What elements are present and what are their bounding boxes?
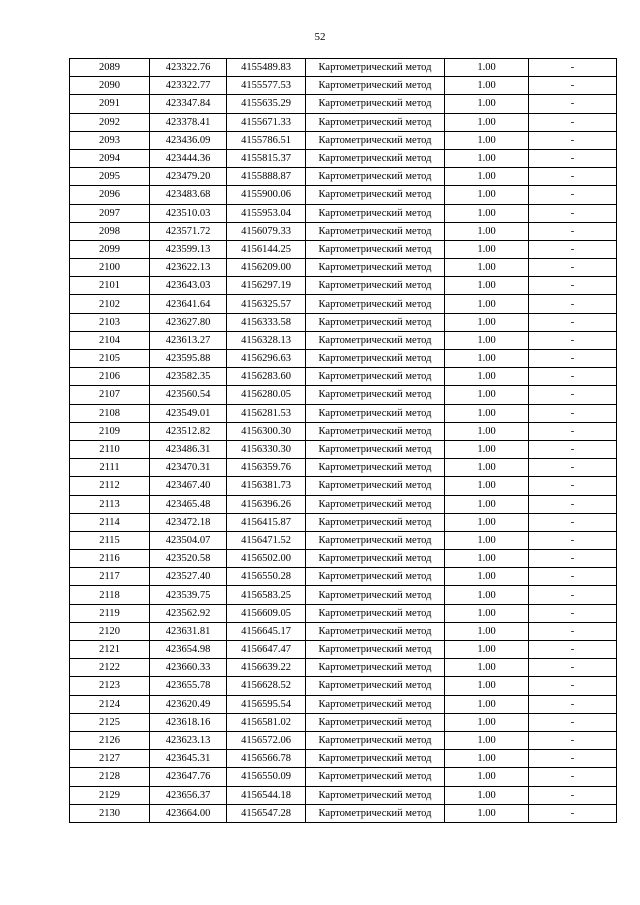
- precision-cell: 1.00: [445, 222, 529, 240]
- point-number-cell: 2099: [70, 240, 150, 258]
- point-number-cell: 2103: [70, 313, 150, 331]
- point-number-cell: 2124: [70, 695, 150, 713]
- method-cell: Картометрический метод: [306, 186, 445, 204]
- x-coordinate-cell: 423655.78: [150, 677, 227, 695]
- y-coordinate-cell: 4156300.30: [227, 422, 306, 440]
- table-row: [70, 222, 617, 240]
- x-coordinate-cell: 423620.49: [150, 695, 227, 713]
- x-coordinate-cell: 423631.81: [150, 622, 227, 640]
- table-row: [70, 422, 617, 440]
- precision-cell: 1.00: [445, 131, 529, 149]
- y-coordinate-cell: 4156396.26: [227, 495, 306, 513]
- y-coordinate-cell: 4155786.51: [227, 131, 306, 149]
- point-number-cell: 2098: [70, 222, 150, 240]
- x-coordinate-cell: 423444.36: [150, 149, 227, 167]
- method-cell: Картометрический метод: [306, 168, 445, 186]
- table-row: [70, 368, 617, 386]
- point-number-cell: 2100: [70, 259, 150, 277]
- note-cell: -: [529, 568, 617, 586]
- table-row: [70, 95, 617, 113]
- method-cell: Картометрический метод: [306, 477, 445, 495]
- method-cell: Картометрический метод: [306, 604, 445, 622]
- note-cell: -: [529, 222, 617, 240]
- method-cell: Картометрический метод: [306, 622, 445, 640]
- table-row: [70, 259, 617, 277]
- method-cell: Картометрический метод: [306, 368, 445, 386]
- point-number-cell: 2113: [70, 495, 150, 513]
- precision-cell: 1.00: [445, 586, 529, 604]
- y-coordinate-cell: 4156639.22: [227, 659, 306, 677]
- y-coordinate-cell: 4156647.47: [227, 641, 306, 659]
- method-cell: Картометрический метод: [306, 331, 445, 349]
- point-number-cell: 2094: [70, 149, 150, 167]
- note-cell: -: [529, 731, 617, 749]
- x-coordinate-cell: 423641.64: [150, 295, 227, 313]
- coordinates-table-body: [70, 59, 617, 823]
- method-cell: Картометрический метод: [306, 768, 445, 786]
- precision-cell: 1.00: [445, 550, 529, 568]
- note-cell: -: [529, 622, 617, 640]
- method-cell: Картометрический метод: [306, 568, 445, 586]
- point-number-cell: 2108: [70, 404, 150, 422]
- table-row: [70, 550, 617, 568]
- x-coordinate-cell: 423622.13: [150, 259, 227, 277]
- method-cell: Картометрический метод: [306, 713, 445, 731]
- y-coordinate-cell: 4155577.53: [227, 77, 306, 95]
- y-coordinate-cell: 4156628.52: [227, 677, 306, 695]
- note-cell: -: [529, 95, 617, 113]
- point-number-cell: 2126: [70, 731, 150, 749]
- method-cell: Картометрический метод: [306, 677, 445, 695]
- method-cell: Картометрический метод: [306, 495, 445, 513]
- y-coordinate-cell: 4156079.33: [227, 222, 306, 240]
- note-cell: -: [529, 459, 617, 477]
- method-cell: Картометрический метод: [306, 59, 445, 77]
- method-cell: Картометрический метод: [306, 95, 445, 113]
- method-cell: Картометрический метод: [306, 750, 445, 768]
- table-row: [70, 113, 617, 131]
- table-row: [70, 131, 617, 149]
- table-row: [70, 331, 617, 349]
- y-coordinate-cell: 4156296.63: [227, 350, 306, 368]
- y-coordinate-cell: 4155815.37: [227, 149, 306, 167]
- x-coordinate-cell: 423436.09: [150, 131, 227, 149]
- table-row: [70, 440, 617, 458]
- x-coordinate-cell: 423465.48: [150, 495, 227, 513]
- method-cell: Картометрический метод: [306, 386, 445, 404]
- note-cell: -: [529, 495, 617, 513]
- note-cell: -: [529, 604, 617, 622]
- y-coordinate-cell: 4156209.00: [227, 259, 306, 277]
- note-cell: -: [529, 168, 617, 186]
- y-coordinate-cell: 4156328.13: [227, 331, 306, 349]
- point-number-cell: 2097: [70, 204, 150, 222]
- y-coordinate-cell: 4156544.18: [227, 786, 306, 804]
- y-coordinate-cell: 4155900.06: [227, 186, 306, 204]
- precision-cell: 1.00: [445, 295, 529, 313]
- table-row: [70, 204, 617, 222]
- point-number-cell: 2106: [70, 368, 150, 386]
- precision-cell: 1.00: [445, 277, 529, 295]
- note-cell: -: [529, 750, 617, 768]
- note-cell: -: [529, 186, 617, 204]
- point-number-cell: 2120: [70, 622, 150, 640]
- point-number-cell: 2109: [70, 422, 150, 440]
- note-cell: -: [529, 149, 617, 167]
- y-coordinate-cell: 4156471.52: [227, 531, 306, 549]
- precision-cell: 1.00: [445, 422, 529, 440]
- x-coordinate-cell: 423599.13: [150, 240, 227, 258]
- method-cell: Картометрический метод: [306, 641, 445, 659]
- point-number-cell: 2102: [70, 295, 150, 313]
- table-row: [70, 586, 617, 604]
- precision-cell: 1.00: [445, 259, 529, 277]
- table-row: [70, 386, 617, 404]
- table-row: [70, 568, 617, 586]
- point-number-cell: 2112: [70, 477, 150, 495]
- note-cell: -: [529, 422, 617, 440]
- table-row: [70, 731, 617, 749]
- method-cell: Картометрический метод: [306, 259, 445, 277]
- point-number-cell: 2118: [70, 586, 150, 604]
- table-row: [70, 404, 617, 422]
- x-coordinate-cell: 423510.03: [150, 204, 227, 222]
- note-cell: -: [529, 331, 617, 349]
- table-row: [70, 313, 617, 331]
- coordinates-table: [69, 58, 617, 823]
- y-coordinate-cell: 4156280.05: [227, 386, 306, 404]
- x-coordinate-cell: 423520.58: [150, 550, 227, 568]
- table-row: [70, 495, 617, 513]
- precision-cell: 1.00: [445, 313, 529, 331]
- point-number-cell: 2129: [70, 786, 150, 804]
- note-cell: -: [529, 713, 617, 731]
- point-number-cell: 2096: [70, 186, 150, 204]
- point-number-cell: 2127: [70, 750, 150, 768]
- x-coordinate-cell: 423562.92: [150, 604, 227, 622]
- table-row: [70, 168, 617, 186]
- note-cell: -: [529, 59, 617, 77]
- table-row: [70, 477, 617, 495]
- x-coordinate-cell: 423470.31: [150, 459, 227, 477]
- precision-cell: 1.00: [445, 659, 529, 677]
- point-number-cell: 2116: [70, 550, 150, 568]
- method-cell: Картометрический метод: [306, 731, 445, 749]
- y-coordinate-cell: 4156572.06: [227, 731, 306, 749]
- point-number-cell: 2107: [70, 386, 150, 404]
- precision-cell: 1.00: [445, 149, 529, 167]
- method-cell: Картометрический метод: [306, 422, 445, 440]
- method-cell: Картометрический метод: [306, 459, 445, 477]
- method-cell: Картометрический метод: [306, 404, 445, 422]
- method-cell: Картометрический метод: [306, 313, 445, 331]
- page-number: 52: [314, 31, 326, 43]
- note-cell: -: [529, 240, 617, 258]
- note-cell: -: [529, 768, 617, 786]
- table-row: [70, 768, 617, 786]
- x-coordinate-cell: 423347.84: [150, 95, 227, 113]
- precision-cell: 1.00: [445, 168, 529, 186]
- y-coordinate-cell: 4156502.00: [227, 550, 306, 568]
- x-coordinate-cell: 423618.16: [150, 713, 227, 731]
- y-coordinate-cell: 4156281.53: [227, 404, 306, 422]
- x-coordinate-cell: 423486.31: [150, 440, 227, 458]
- note-cell: -: [529, 513, 617, 531]
- note-cell: -: [529, 804, 617, 822]
- point-number-cell: 2101: [70, 277, 150, 295]
- precision-cell: 1.00: [445, 513, 529, 531]
- x-coordinate-cell: 423660.33: [150, 659, 227, 677]
- precision-cell: 1.00: [445, 622, 529, 640]
- note-cell: -: [529, 531, 617, 549]
- x-coordinate-cell: 423571.72: [150, 222, 227, 240]
- precision-cell: 1.00: [445, 786, 529, 804]
- point-number-cell: 2114: [70, 513, 150, 531]
- note-cell: -: [529, 113, 617, 131]
- point-number-cell: 2093: [70, 131, 150, 149]
- method-cell: Картометрический метод: [306, 659, 445, 677]
- method-cell: Картометрический метод: [306, 149, 445, 167]
- note-cell: -: [529, 77, 617, 95]
- precision-cell: 1.00: [445, 95, 529, 113]
- note-cell: -: [529, 350, 617, 368]
- y-coordinate-cell: 4156566.78: [227, 750, 306, 768]
- point-number-cell: 2111: [70, 459, 150, 477]
- table-row: [70, 77, 617, 95]
- x-coordinate-cell: 423560.54: [150, 386, 227, 404]
- point-number-cell: 2122: [70, 659, 150, 677]
- table-row: [70, 804, 617, 822]
- point-number-cell: 2090: [70, 77, 150, 95]
- x-coordinate-cell: 423472.18: [150, 513, 227, 531]
- note-cell: -: [529, 440, 617, 458]
- y-coordinate-cell: 4156595.54: [227, 695, 306, 713]
- x-coordinate-cell: 423322.76: [150, 59, 227, 77]
- x-coordinate-cell: 423595.88: [150, 350, 227, 368]
- precision-cell: 1.00: [445, 331, 529, 349]
- table-row: [70, 604, 617, 622]
- method-cell: Картометрический метод: [306, 222, 445, 240]
- y-coordinate-cell: 4155671.33: [227, 113, 306, 131]
- method-cell: Картометрический метод: [306, 131, 445, 149]
- point-number-cell: 2091: [70, 95, 150, 113]
- point-number-cell: 2128: [70, 768, 150, 786]
- point-number-cell: 2110: [70, 440, 150, 458]
- x-coordinate-cell: 423512.82: [150, 422, 227, 440]
- precision-cell: 1.00: [445, 477, 529, 495]
- point-number-cell: 2125: [70, 713, 150, 731]
- precision-cell: 1.00: [445, 713, 529, 731]
- precision-cell: 1.00: [445, 77, 529, 95]
- method-cell: Картометрический метод: [306, 350, 445, 368]
- y-coordinate-cell: 4156297.19: [227, 277, 306, 295]
- x-coordinate-cell: 423623.13: [150, 731, 227, 749]
- method-cell: Картометрический метод: [306, 550, 445, 568]
- precision-cell: 1.00: [445, 204, 529, 222]
- method-cell: Картометрический метод: [306, 695, 445, 713]
- precision-cell: 1.00: [445, 804, 529, 822]
- x-coordinate-cell: 423483.68: [150, 186, 227, 204]
- method-cell: Картометрический метод: [306, 513, 445, 531]
- precision-cell: 1.00: [445, 404, 529, 422]
- note-cell: -: [529, 404, 617, 422]
- y-coordinate-cell: 4156550.09: [227, 768, 306, 786]
- point-number-cell: 2089: [70, 59, 150, 77]
- precision-cell: 1.00: [445, 677, 529, 695]
- method-cell: Картометрический метод: [306, 240, 445, 258]
- y-coordinate-cell: 4156381.73: [227, 477, 306, 495]
- precision-cell: 1.00: [445, 604, 529, 622]
- table-row: [70, 531, 617, 549]
- y-coordinate-cell: 4156645.17: [227, 622, 306, 640]
- precision-cell: 1.00: [445, 386, 529, 404]
- x-coordinate-cell: 423627.80: [150, 313, 227, 331]
- table-row: [70, 713, 617, 731]
- precision-cell: 1.00: [445, 440, 529, 458]
- note-cell: -: [529, 131, 617, 149]
- precision-cell: 1.00: [445, 568, 529, 586]
- table-row: [70, 186, 617, 204]
- point-number-cell: 2130: [70, 804, 150, 822]
- table-row: [70, 641, 617, 659]
- table-row: [70, 277, 617, 295]
- x-coordinate-cell: 423322.77: [150, 77, 227, 95]
- y-coordinate-cell: 4156359.76: [227, 459, 306, 477]
- x-coordinate-cell: 423467.40: [150, 477, 227, 495]
- note-cell: -: [529, 277, 617, 295]
- precision-cell: 1.00: [445, 750, 529, 768]
- note-cell: -: [529, 313, 617, 331]
- y-coordinate-cell: 4156583.25: [227, 586, 306, 604]
- point-number-cell: 2095: [70, 168, 150, 186]
- y-coordinate-cell: 4156144.25: [227, 240, 306, 258]
- method-cell: Картометрический метод: [306, 440, 445, 458]
- note-cell: -: [529, 204, 617, 222]
- table-row: [70, 149, 617, 167]
- method-cell: Картометрический метод: [306, 804, 445, 822]
- x-coordinate-cell: 423656.37: [150, 786, 227, 804]
- y-coordinate-cell: 4156283.60: [227, 368, 306, 386]
- precision-cell: 1.00: [445, 641, 529, 659]
- note-cell: -: [529, 677, 617, 695]
- point-number-cell: 2115: [70, 531, 150, 549]
- x-coordinate-cell: 423582.35: [150, 368, 227, 386]
- y-coordinate-cell: 4156415.87: [227, 513, 306, 531]
- table-row: [70, 350, 617, 368]
- table-row: [70, 513, 617, 531]
- method-cell: Картометрический метод: [306, 204, 445, 222]
- y-coordinate-cell: 4156609.05: [227, 604, 306, 622]
- point-number-cell: 2123: [70, 677, 150, 695]
- y-coordinate-cell: 4155489.83: [227, 59, 306, 77]
- x-coordinate-cell: 423378.41: [150, 113, 227, 131]
- table-row: [70, 59, 617, 77]
- y-coordinate-cell: 4156581.02: [227, 713, 306, 731]
- y-coordinate-cell: 4155888.87: [227, 168, 306, 186]
- y-coordinate-cell: 4156333.58: [227, 313, 306, 331]
- table-row: [70, 240, 617, 258]
- y-coordinate-cell: 4156330.30: [227, 440, 306, 458]
- x-coordinate-cell: 423643.03: [150, 277, 227, 295]
- point-number-cell: 2104: [70, 331, 150, 349]
- method-cell: Картометрический метод: [306, 786, 445, 804]
- table-row: [70, 677, 617, 695]
- precision-cell: 1.00: [445, 495, 529, 513]
- x-coordinate-cell: 423549.01: [150, 404, 227, 422]
- precision-cell: 1.00: [445, 768, 529, 786]
- y-coordinate-cell: 4156547.28: [227, 804, 306, 822]
- table-row: [70, 695, 617, 713]
- point-number-cell: 2119: [70, 604, 150, 622]
- x-coordinate-cell: 423647.76: [150, 768, 227, 786]
- precision-cell: 1.00: [445, 113, 529, 131]
- precision-cell: 1.00: [445, 731, 529, 749]
- note-cell: -: [529, 550, 617, 568]
- y-coordinate-cell: 4156325.57: [227, 295, 306, 313]
- method-cell: Картометрический метод: [306, 77, 445, 95]
- precision-cell: 1.00: [445, 368, 529, 386]
- table-row: [70, 622, 617, 640]
- method-cell: Картометрический метод: [306, 531, 445, 549]
- point-number-cell: 2117: [70, 568, 150, 586]
- x-coordinate-cell: 423539.75: [150, 586, 227, 604]
- note-cell: -: [529, 641, 617, 659]
- note-cell: -: [529, 368, 617, 386]
- method-cell: Картометрический метод: [306, 295, 445, 313]
- precision-cell: 1.00: [445, 695, 529, 713]
- table-row: [70, 459, 617, 477]
- point-number-cell: 2092: [70, 113, 150, 131]
- y-coordinate-cell: 4156550.28: [227, 568, 306, 586]
- note-cell: -: [529, 477, 617, 495]
- table-row: [70, 659, 617, 677]
- y-coordinate-cell: 4155635.29: [227, 95, 306, 113]
- table-row: [70, 786, 617, 804]
- note-cell: -: [529, 295, 617, 313]
- precision-cell: 1.00: [445, 350, 529, 368]
- x-coordinate-cell: 423527.40: [150, 568, 227, 586]
- x-coordinate-cell: 423645.31: [150, 750, 227, 768]
- method-cell: Картометрический метод: [306, 586, 445, 604]
- x-coordinate-cell: 423504.07: [150, 531, 227, 549]
- precision-cell: 1.00: [445, 186, 529, 204]
- x-coordinate-cell: 423664.00: [150, 804, 227, 822]
- note-cell: -: [529, 586, 617, 604]
- x-coordinate-cell: 423613.27: [150, 331, 227, 349]
- precision-cell: 1.00: [445, 459, 529, 477]
- method-cell: Картометрический метод: [306, 277, 445, 295]
- note-cell: -: [529, 786, 617, 804]
- precision-cell: 1.00: [445, 240, 529, 258]
- y-coordinate-cell: 4155953.04: [227, 204, 306, 222]
- point-number-cell: 2105: [70, 350, 150, 368]
- note-cell: -: [529, 259, 617, 277]
- x-coordinate-cell: 423654.98: [150, 641, 227, 659]
- note-cell: -: [529, 659, 617, 677]
- table-row: [70, 750, 617, 768]
- precision-cell: 1.00: [445, 531, 529, 549]
- precision-cell: 1.00: [445, 59, 529, 77]
- point-number-cell: 2121: [70, 641, 150, 659]
- note-cell: -: [529, 386, 617, 404]
- x-coordinate-cell: 423479.20: [150, 168, 227, 186]
- table-row: [70, 295, 617, 313]
- method-cell: Картометрический метод: [306, 113, 445, 131]
- note-cell: -: [529, 695, 617, 713]
